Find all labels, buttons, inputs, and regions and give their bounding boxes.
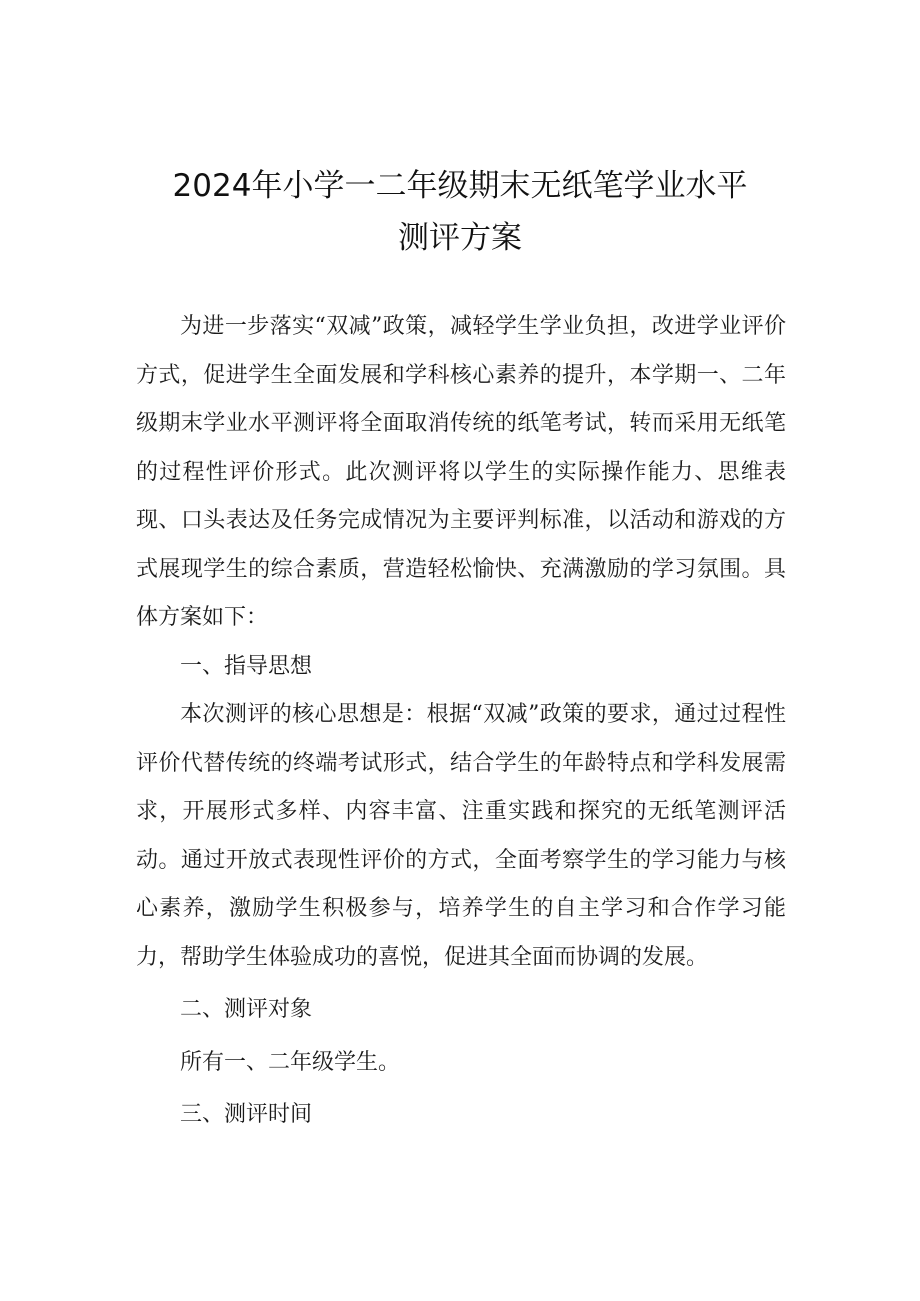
document-title [0,160,920,264]
document-body [136,303,786,1140]
section-paragraph-target: 所有一、二年级学生。 [180,1049,401,1075]
intro-paragraph: 为进一步落实“双减”政策，减轻学生学业负担，改进学业评价方式，促进学生全面发展和学科核心素养的提升，本学期一、二年级期末学业水平测评将全面取消传统的纸笔考试，转而采用无纸笔的过程性评价形式。此次测评将以学生的实际操作能力、思维表现、口头表达及任务完成情况为主要评判标准，以活动和游戏的方式展现学生的综合素质，营造轻松愉快、充满激励的学习氛围。具体方案如下： [136,314,786,630]
section-heading-time: 三、测评时间 [180,1102,313,1127]
section-heading-target: 二、测评对象 [180,997,313,1022]
title-line-1: 2024年小学一二年级期末无纸笔学业水平 [172,168,748,204]
section-heading-guiding-thought: 一、指导思想 [180,653,313,679]
section-paragraph-guiding-thought: 本次测评的核心思想是：根据“双减”政策的要求，通过过程性评价代替传统的终端考试形式，结合学生的年龄特点和学科发展需求，开展形式多样、内容丰富、注重实践和探究的无纸笔测评活动。通过开放式表现性评价的方式，全面考察学生的学习能力与核心素养，激励学生积极参与，培养学生的自主学习和合作学习能力，帮助学生体验成功的喜悦，促进其全面而协调的发展。 [136,702,786,970]
title-line-2: 测评方案 [398,220,522,256]
